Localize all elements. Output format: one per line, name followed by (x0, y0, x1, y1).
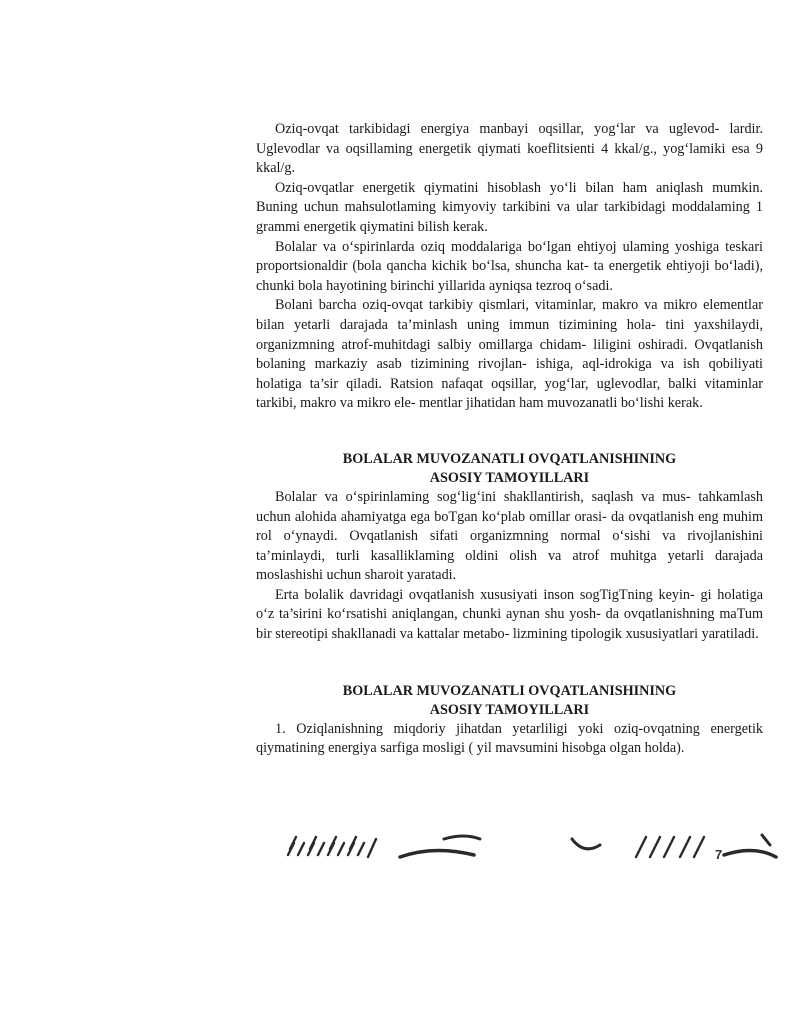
heading-line: BOLALAR MUVOZANATLI OVQATLANISHINING (342, 450, 677, 467)
paragraph: Bolani barcha oziq-ovqat tarkibiy qismlari, vitaminlar, makro va mikro elementlar bilan yetarli darajada ta’minlash uning immun tizimining hola- tini yaxshilaydi, organizmning atrof-muhitdagi salbiy omillarga chidam- liligini oshiradi. Ovqatlanish bolaning markaziy asab tizimining rivojlan- ishiga, aql-idrokiga va ish qobiliyati holatiga ta’sir qiladi. Ratsion nafaqat oqsillar, yog‘lar, uglevodlar, balki vitaminlar tarkibi, makro va mikro ele- mentlar jihatidan ham muvozanatli bo‘lishi kerak. (256, 297, 763, 412)
paragraph: 1. Oziqlanishning miqdoriy jihatdan yetarliligi yoki oziq-ovqatning energetik qiymatining energiya sarfiga mosligi ( yil mavsumini hisobga olgan holda). (256, 720, 763, 757)
section-heading (256, 450, 763, 488)
paragraph: Bolalar va o‘spirinlaming sog‘lig‘ini shakllantirish, saqlash va mus- tahkamlash uchun alohida ahamiyatga ega boTgan ko‘plab omillar orasi- da ovqatlanish eng muhim rol o‘ynaydi. Ovqatlanish sifati organizmning normal o‘sishi va rivojlanishini ta’minlaydi, turli kasalliklaming oldini olish va atrof muhitga yetarli darajada moslashishi uchun sharoit yaratadi. (256, 488, 763, 584)
footer-ornament (284, 825, 780, 870)
paragraph: Oziq-ovqatlar energetik qiymatini hisoblash yo‘li bilan ham aniqlash mumkin. Buning uchun mahsulotlaming kimyoviy tarkibini va ular tarkibidagi moddalaming 1 grammi energetik qiymatini bilish kerak. (256, 179, 763, 235)
section-heading (256, 682, 763, 720)
section-gap (256, 645, 763, 682)
paragraph: Bolalar va o‘spirinlarda oziq moddalariga bo‘lgan ehtiyoj ulaming yoshiga teskari proportsionaldir (bola qancha kichik bo‘lsa, shuncha kat- ta energetik ehtiyoji bo‘ladi), chunki bola hayotining birinchi yillarida ayniqsa tezroq o‘sadi. (256, 238, 763, 294)
page-body (256, 120, 763, 759)
paragraph: Erta bolalik davridagi ovqatlanish xususiyati inson sogTigTning keyin- gi holatiga o‘z ta’sirini ko‘rsatishi aniqlangan, chunki aynan shu yosh- da ovqatlanishning maTum bir stereotipi shakllanadi va kattalar metabo- lizmining tipologik xususiyatlari yaratiladi. (256, 586, 763, 643)
page-number: 7 (715, 847, 723, 862)
section-gap (256, 414, 763, 450)
paragraph: Oziq-ovqat tarkibidagi energiya manbayi oqsillar, yog‘lar va uglevod- lardir. Uglevodlar va oqsillaming energetik qiymati koeflitsienti 4 kkal/g., yog‘lamiki esa 9 kkal/g. (256, 121, 763, 177)
heading-line: ASOSIY TAMOYILLARI (429, 701, 590, 718)
heading-line: ASOSIY TAMOYILLARI (429, 469, 590, 486)
heading-line: BOLALAR MUVOZANATLI OVQATLANISHINING (342, 682, 677, 699)
